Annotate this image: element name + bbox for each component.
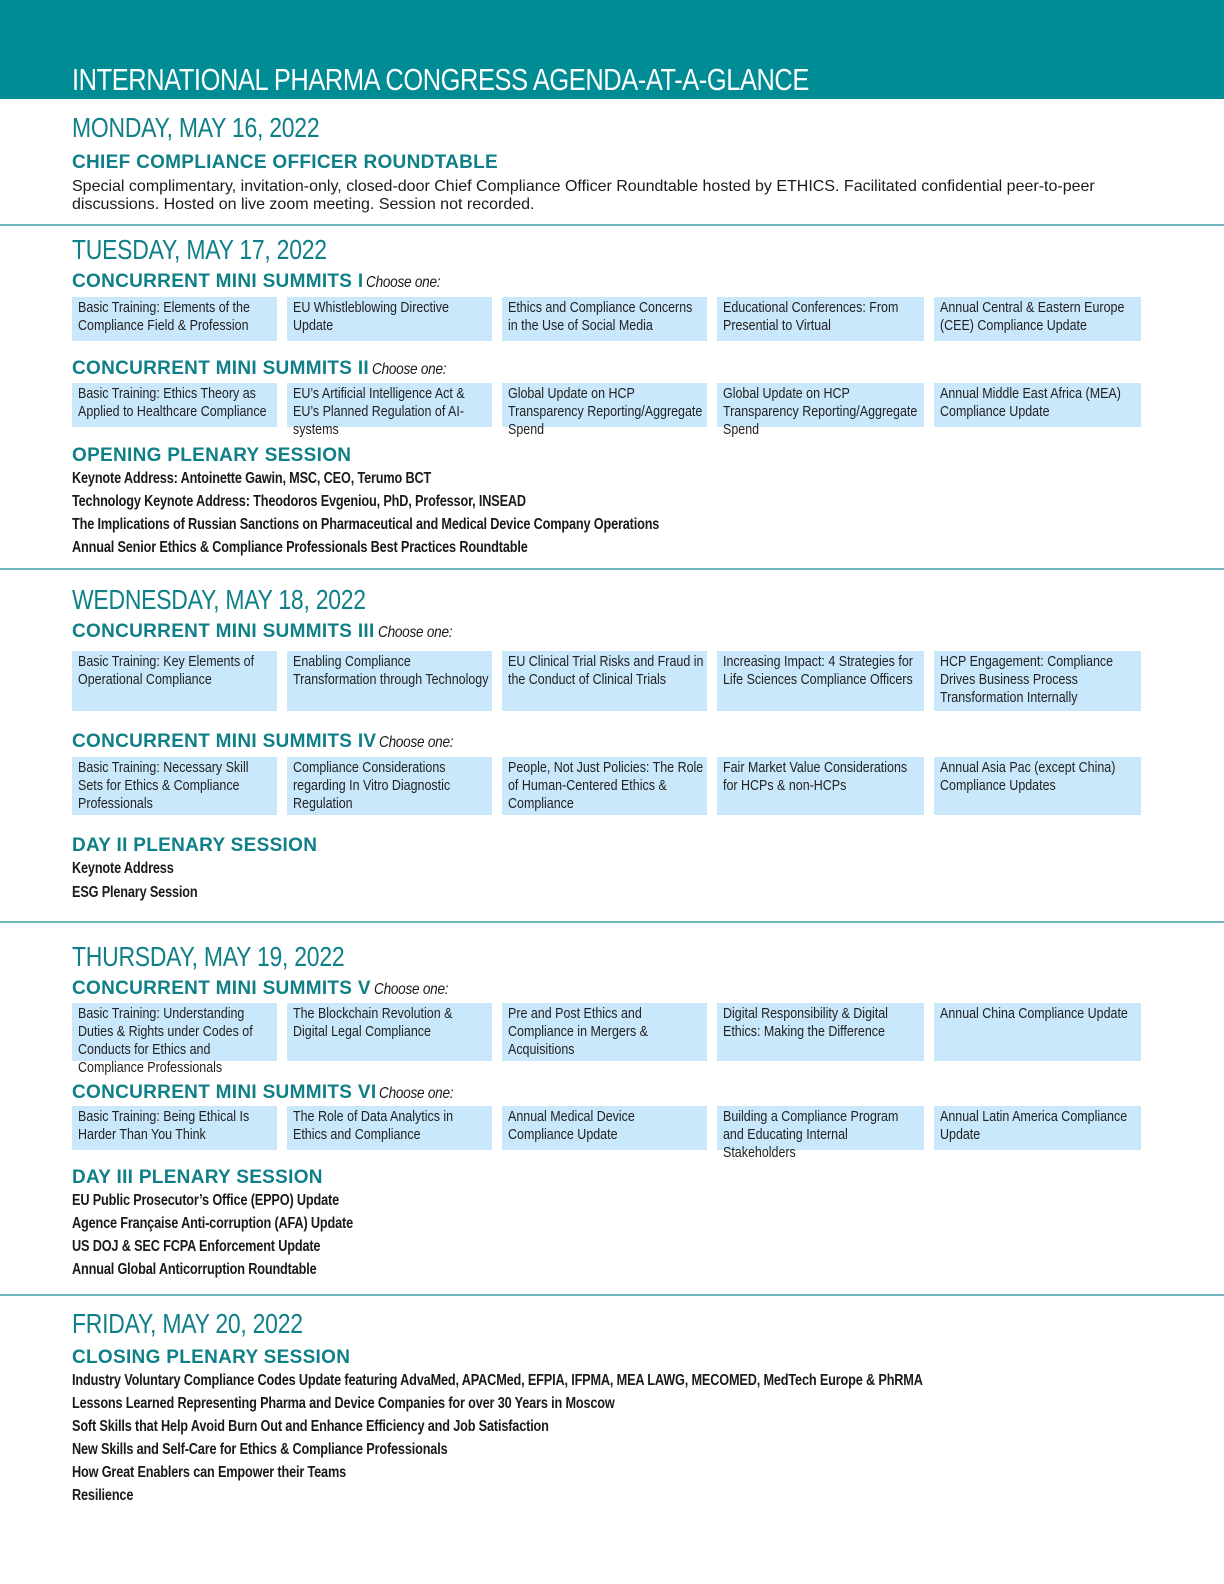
session-box[interactable]: Basic Training: Elements of the Compliance Field & Profession (72, 297, 277, 341)
session-box[interactable]: The Blockchain Revolution & Digital Legal Compliance (287, 1003, 492, 1061)
plenary-item: ESG Plenary Session (72, 884, 198, 901)
plenary-item: EU Public Prosecutor’s Office (EPPO) Update (72, 1192, 339, 1209)
plenary-item: Lessons Learned Representing Pharma and Device Companies for over 30 Years in Moscow (72, 1395, 615, 1412)
plenary-item: Technology Keynote Address: Theodoros Evgeniou, PhD, Professor, INSEAD (72, 493, 526, 510)
session-box[interactable]: Basic Training: Ethics Theory as Applied to Healthcare Compliance (72, 383, 277, 427)
session-box[interactable]: Basic Training: Necessary Skill Sets for Ethics & Compliance Professionals (72, 757, 277, 815)
page-title: INTERNATIONAL PHARMA CONGRESS AGENDA-AT-A-GLANCE (72, 62, 809, 97)
plenary-item: New Skills and Self-Care for Ethics & Compliance Professionals (72, 1441, 448, 1458)
wednesday-title: WEDNESDAY, MAY 18, 2022 (72, 584, 366, 615)
day-2-plenary-heading: DAY II PLENARY SESSION (72, 835, 318, 856)
session-box[interactable]: Annual Latin America Compliance Update (934, 1106, 1141, 1150)
summit-5-heading: CONCURRENT MINI SUMMITS V Choose one: (72, 978, 449, 999)
plenary-item: Keynote Address: Antoinette Gawin, MSC, CEO, Terumo BCT (72, 470, 432, 487)
session-box[interactable]: Basic Training: Understanding Duties & Rights under Codes of Conducts for Ethics and Compliance Professionals (72, 1003, 277, 1061)
session-box[interactable]: The Role of Data Analytics in Ethics and Compliance (287, 1106, 492, 1150)
plenary-item: Resilience (72, 1487, 134, 1504)
friday-title: FRIDAY, MAY 20, 2022 (72, 1308, 303, 1339)
section-divider (0, 1294, 1224, 1296)
section-divider (0, 568, 1224, 570)
summit-2-heading: CONCURRENT MINI SUMMITS II Choose one: (72, 358, 447, 379)
choose-one-label: Choose one: (372, 361, 447, 378)
session-box[interactable]: Annual Asia Pac (except China) Compliance Updates (934, 757, 1141, 815)
summit-4-row (72, 757, 1152, 812)
session-box[interactable]: Educational Conferences: From Presential to Virtual (717, 297, 924, 341)
plenary-item: Agence Française Anti-corruption (AFA) Update (72, 1215, 353, 1232)
summit-2-row (72, 383, 1152, 438)
plenary-item: How Great Enablers can Empower their Teams (72, 1464, 347, 1481)
session-box[interactable]: EU’s Artificial Intelligence Act & EU’s Planned Regulation of AI-systems (287, 383, 492, 427)
summit-3-heading: CONCURRENT MINI SUMMITS III Choose one: (72, 621, 452, 642)
session-box[interactable]: Building a Compliance Program and Educating Internal Stakeholders (717, 1106, 924, 1150)
session-box[interactable]: Annual Middle East Africa (MEA) Compliance Update (934, 383, 1141, 427)
session-box[interactable]: HCP Engagement: Compliance Drives Business Process Transformation Internally (934, 651, 1141, 711)
summit-3-row (72, 651, 1152, 706)
plenary-item: US DOJ & SEC FCPA Enforcement Update (72, 1238, 321, 1255)
section-divider (0, 224, 1224, 226)
choose-one-label: Choose one: (366, 274, 441, 291)
section-divider (0, 921, 1224, 923)
session-box[interactable]: EU Clinical Trial Risks and Fraud in the Conduct of Clinical Trials (502, 651, 707, 711)
session-box[interactable]: Basic Training: Being Ethical Is Harder Than You Think (72, 1106, 277, 1150)
session-box[interactable]: Digital Responsibility & Digital Ethics: Making the Difference (717, 1003, 924, 1061)
summit-5-row (72, 1003, 1152, 1076)
monday-roundtable-heading: CHIEF COMPLIANCE OFFICER ROUNDTABLE (72, 152, 499, 173)
session-box[interactable]: Annual China Compliance Update (934, 1003, 1141, 1061)
summit-4-heading: CONCURRENT MINI SUMMITS IV Choose one: (72, 731, 454, 752)
session-box[interactable]: Basic Training: Key Elements of Operational Compliance (72, 651, 277, 711)
plenary-item: Keynote Address (72, 860, 174, 877)
plenary-item: Annual Global Anticorruption Roundtable (72, 1261, 317, 1278)
plenary-item: Annual Senior Ethics & Compliance Professionals Best Practices Roundtable (72, 539, 528, 556)
closing-plenary-heading: CLOSING PLENARY SESSION (72, 1347, 351, 1368)
session-box[interactable]: Increasing Impact: 4 Strategies for Life Sciences Compliance Officers (717, 651, 924, 711)
session-box[interactable]: People, Not Just Policies: The Role of Human-Centered Ethics & Compliance (502, 757, 707, 815)
tuesday-title: TUESDAY, MAY 17, 2022 (72, 234, 327, 265)
session-box[interactable]: Enabling Compliance Transformation through Technology (287, 651, 492, 711)
choose-one-label: Choose one: (379, 1085, 454, 1102)
monday-title: MONDAY, MAY 16, 2022 (72, 112, 320, 143)
session-box[interactable]: Annual Medical Device Compliance Update (502, 1106, 707, 1150)
session-box[interactable]: Annual Central & Eastern Europe (CEE) Compliance Update (934, 297, 1141, 341)
session-box[interactable]: Global Update on HCP Transparency Reporting/Aggregate Spend (502, 383, 707, 427)
session-box[interactable]: Global Update on HCP Transparency Reporting/Aggregate Spend (717, 383, 924, 427)
choose-one-label: Choose one: (377, 624, 452, 641)
plenary-item: Industry Voluntary Compliance Codes Update featuring AdvaMed, APACMed, EFPIA, IFPMA, MEA LAWG, MECOMED, MedTech Europe & PhRMA (72, 1372, 923, 1389)
summit-1-heading: CONCURRENT MINI SUMMITS I Choose one: (72, 271, 441, 292)
plenary-item: Soft Skills that Help Avoid Burn Out and Enhance Efficiency and Job Satisfaction (72, 1418, 549, 1435)
session-box[interactable]: Compliance Considerations regarding In Vitro Diagnostic Regulation (287, 757, 492, 815)
choose-one-label: Choose one: (379, 734, 454, 751)
monday-roundtable-text: Special complimentary, invitation-only, closed-door Chief Compliance Officer Roundtable hosted by ETHICS. Facilitated confidential peer-to-peer discussions. Hosted on live zoom meeting. Session not recorded. (72, 178, 1095, 213)
session-box[interactable]: Pre and Post Ethics and Compliance in Mergers & Acquisitions (502, 1003, 707, 1061)
plenary-item: The Implications of Russian Sanctions on Pharmaceutical and Medical Device Company Operations (72, 516, 660, 533)
summit-6-row (72, 1106, 1152, 1161)
session-box[interactable]: Ethics and Compliance Concerns in the Use of Social Media (502, 297, 707, 341)
day-3-plenary-heading: DAY III PLENARY SESSION (72, 1167, 323, 1188)
opening-plenary-heading: OPENING PLENARY SESSION (72, 445, 352, 466)
thursday-title: THURSDAY, MAY 19, 2022 (72, 941, 345, 972)
session-box[interactable]: EU Whistleblowing Directive Update (287, 297, 492, 341)
session-box[interactable]: Fair Market Value Considerations for HCPs & non-HCPs (717, 757, 924, 815)
summit-1-row (72, 297, 1152, 343)
choose-one-label: Choose one: (373, 981, 449, 998)
summit-6-heading: CONCURRENT MINI SUMMITS VI Choose one: (72, 1082, 454, 1103)
